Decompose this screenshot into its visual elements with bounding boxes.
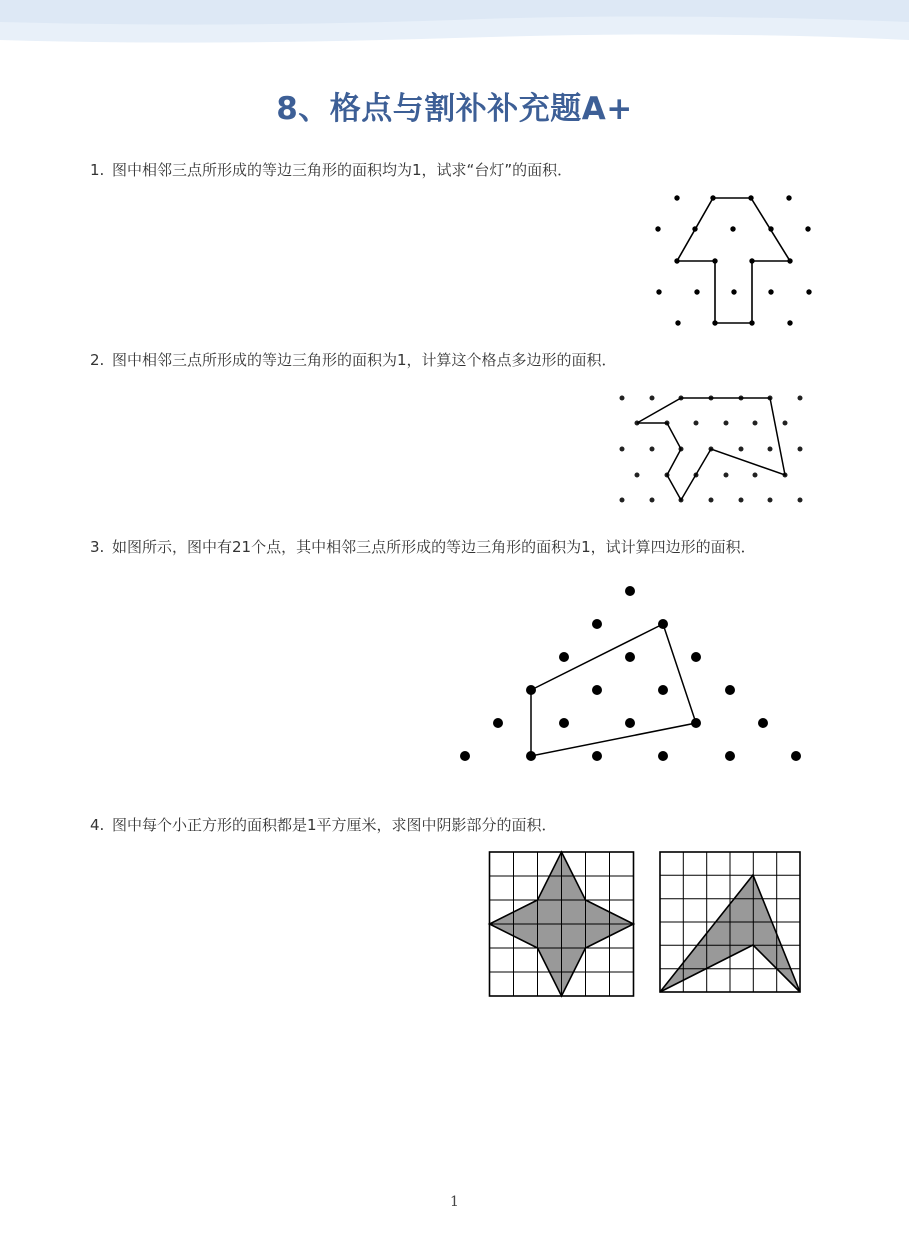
question-text: 图中相邻三点所形成的等边三角形的面积均为1，试求“台灯”的面积． [112, 161, 573, 179]
figure-triangle-points [452, 578, 812, 770]
question-text: 图中相邻三点所形成的等边三角形的面积为1，计算这个格点多边形的面积． [112, 351, 617, 369]
page-title: 8、格点与割补补充题A+ [276, 91, 633, 127]
header-band [0, 0, 909, 60]
question-4 [90, 815, 557, 835]
question-text: 图中每个小正方形的面积都是1平方厘米，求图中阴影部分的面积． [112, 816, 557, 834]
page-number: 1 [450, 1194, 459, 1210]
question-number: 4. [90, 816, 105, 834]
question-number: 1. [90, 161, 105, 179]
question-2 [90, 350, 617, 370]
figure-lamp [645, 188, 820, 333]
figure-arrow-grid [657, 849, 804, 996]
question-1 [90, 160, 572, 180]
question-number: 2. [90, 351, 105, 369]
question-text: 如图所示，图中有21个点，其中相邻三点所形成的等边三角形的面积为1，试计算四边形的面积． [112, 538, 756, 556]
question-number: 3. [90, 538, 105, 556]
question-3 [90, 537, 756, 557]
figure-polygon [612, 388, 812, 510]
figure-star-grid [486, 850, 638, 1000]
